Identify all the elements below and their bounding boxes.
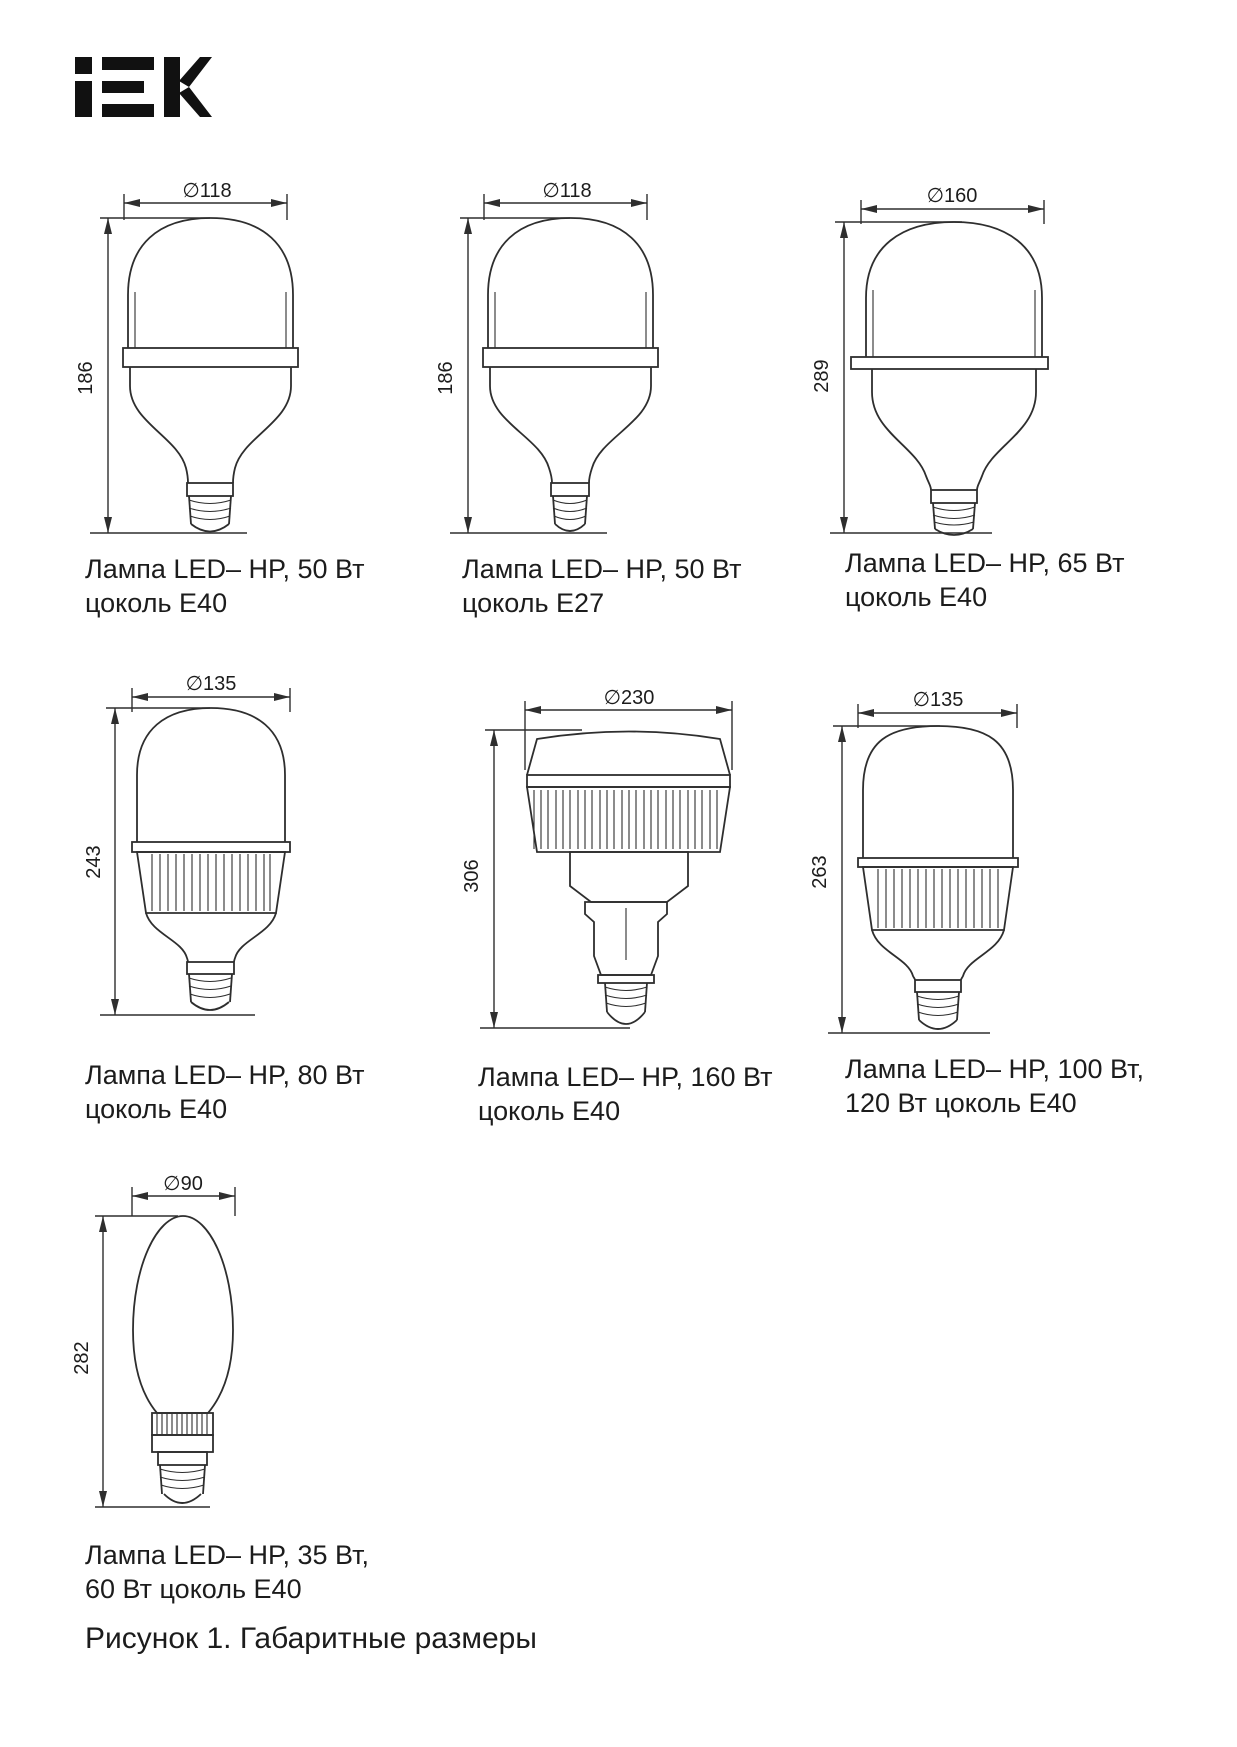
height-dimension-label: 263 [809, 855, 831, 889]
lamp-caption-line1: Лампа LED– HP, 35 Вт, [85, 1540, 370, 1570]
lamp-caption-line1: Лампа LED– HP, 65 Вт [845, 548, 1125, 578]
figure-caption: Рисунок 1. Габаритные размеры [85, 1622, 537, 1655]
diameter-dimension-label: ∅135 [185, 673, 237, 695]
height-dimension-label: 289 [811, 359, 833, 393]
lamp-caption-line1: Лампа LED– HP, 160 Вт [478, 1062, 773, 1092]
lamp-caption-line2: цоколь Е40 [85, 1094, 228, 1124]
lamp-caption-line2: 120 Вт цоколь Е40 [845, 1088, 1077, 1118]
lamp-figure [60, 1160, 270, 1520]
height-dimension-label: 282 [71, 1341, 93, 1375]
heatsink-fins [878, 869, 998, 928]
lamp-figure [420, 150, 680, 540]
lamp-caption [85, 1538, 369, 1606]
heatsink-fins [534, 790, 717, 849]
height-dimension-label: 243 [83, 845, 105, 879]
lamp-caption [462, 552, 742, 620]
lamp-caption-line2: цоколь Е27 [462, 588, 605, 618]
diameter-dimension-label: ∅118 [542, 180, 592, 202]
lamp-figure [60, 640, 310, 1030]
lamp-drawing-35-60w-e40 [60, 1160, 270, 1520]
lamp-drawing-65w-e40 [730, 150, 1060, 540]
lamp-caption-line1: Лампа LED– HP, 100 Вт, [845, 1054, 1145, 1084]
lamp-figure [60, 150, 320, 540]
height-dimension-label: 186 [435, 361, 457, 395]
iek-logo-graphic [75, 57, 212, 117]
lamp-caption [478, 1060, 773, 1128]
lamp-drawing-80w-e40 [60, 640, 310, 1030]
collar-ribs [157, 1414, 207, 1434]
lamp-figure [420, 640, 750, 1040]
height-dimension-label: 306 [461, 859, 483, 893]
lamp-caption-line2: цоколь Е40 [85, 588, 228, 618]
lamp-drawing-50w-e27 [420, 150, 680, 540]
diameter-dimension-label: ∅230 [603, 687, 655, 709]
lamp-drawing-50w-e40 [60, 150, 320, 540]
lamp-figure [730, 150, 1060, 540]
diameter-dimension-label: ∅118 [182, 180, 232, 202]
lamp-caption [85, 1058, 365, 1126]
lamp-drawing-160w-e40 [420, 640, 750, 1040]
lamp-caption-line1: Лампа LED– HP, 80 Вт [85, 1060, 365, 1090]
iek-logo [75, 57, 212, 117]
lamp-caption-line2: 60 Вт цоколь Е40 [85, 1574, 302, 1604]
lamp-caption-line1: Лампа LED– HP, 50 Вт [462, 554, 742, 584]
lamp-caption [845, 546, 1125, 614]
height-dimension-label: 186 [75, 361, 97, 395]
diameter-dimension-label: ∅135 [912, 689, 964, 711]
lamp-figure [740, 640, 1030, 1050]
lamp-caption [85, 552, 365, 620]
diameter-dimension-label: ∅90 [163, 1173, 203, 1195]
lamp-caption-line1: Лампа LED– HP, 50 Вт [85, 554, 365, 584]
diameter-dimension-label: ∅160 [926, 185, 978, 207]
lamp-caption-line2: цоколь Е40 [845, 582, 988, 612]
lamp-caption-line2: цоколь Е40 [478, 1096, 621, 1126]
lamp-caption [845, 1052, 1144, 1120]
heatsink-fins [152, 854, 270, 911]
lamp-drawing-100-120w-e40 [740, 640, 1030, 1050]
